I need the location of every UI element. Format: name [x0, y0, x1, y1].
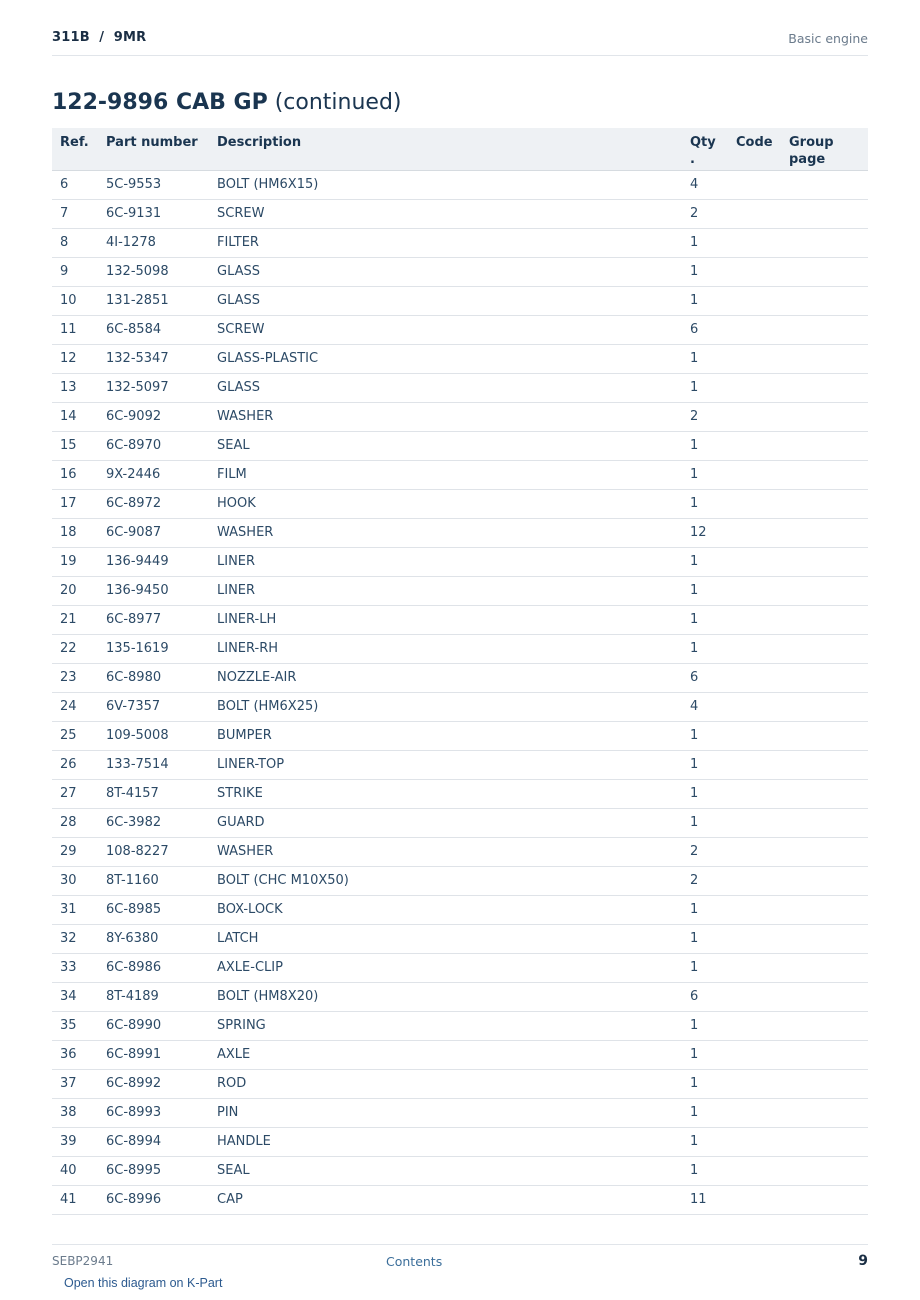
cell-part-number: 8T-1160 — [98, 866, 209, 895]
table-row — [52, 199, 868, 228]
cell-qty: 1 — [682, 460, 728, 489]
col-code: Code — [728, 128, 781, 170]
cell-part-number: 6C-8986 — [98, 953, 209, 982]
contents-link[interactable]: Contents — [386, 1254, 443, 1269]
cell-description: AXLE — [209, 1040, 682, 1069]
cell-code — [728, 286, 781, 315]
cell-qty: 1 — [682, 1098, 728, 1127]
cell-group-page — [781, 286, 868, 315]
cell-group-page — [781, 634, 868, 663]
cell-qty: 1 — [682, 750, 728, 779]
table-row — [52, 489, 868, 518]
cell-qty: 2 — [682, 199, 728, 228]
cell-group-page — [781, 460, 868, 489]
cell-part-number: 9X-2446 — [98, 460, 209, 489]
section-label: Basic engine — [788, 31, 868, 46]
cell-part-number: 136-9449 — [98, 547, 209, 576]
cell-code — [728, 779, 781, 808]
cell-part-number: 6C-3982 — [98, 808, 209, 837]
cell-group-page — [781, 228, 868, 257]
cell-qty: 1 — [682, 924, 728, 953]
cell-group-page — [781, 373, 868, 402]
cell-code — [728, 1040, 781, 1069]
cell-ref: 38 — [52, 1098, 98, 1127]
cell-code — [728, 373, 781, 402]
cell-group-page — [781, 170, 868, 199]
cell-part-number: 135-1619 — [98, 634, 209, 663]
table-row — [52, 924, 868, 953]
cell-ref: 8 — [52, 228, 98, 257]
cell-ref: 41 — [52, 1185, 98, 1214]
cell-ref: 35 — [52, 1011, 98, 1040]
cell-code — [728, 228, 781, 257]
cell-description: AXLE-CLIP — [209, 953, 682, 982]
cell-code — [728, 170, 781, 199]
cell-ref: 39 — [52, 1127, 98, 1156]
cell-group-page — [781, 1098, 868, 1127]
cell-code — [728, 1011, 781, 1040]
cell-part-number: 6C-8993 — [98, 1098, 209, 1127]
cell-code — [728, 837, 781, 866]
table-row — [52, 1040, 868, 1069]
cell-description: LINER — [209, 547, 682, 576]
cell-qty: 1 — [682, 489, 728, 518]
cell-part-number: 132-5098 — [98, 257, 209, 286]
cell-part-number: 6C-8584 — [98, 315, 209, 344]
document-id: SEBP2941 — [52, 1254, 114, 1268]
cell-qty: 6 — [682, 982, 728, 1011]
table-row — [52, 721, 868, 750]
cell-qty: 1 — [682, 228, 728, 257]
cell-ref: 36 — [52, 1040, 98, 1069]
cell-code — [728, 315, 781, 344]
parts-table — [52, 128, 868, 1215]
cell-part-number: 131-2851 — [98, 286, 209, 315]
table-row — [52, 634, 868, 663]
table-row — [52, 431, 868, 460]
table-row — [52, 1069, 868, 1098]
cell-description: SCREW — [209, 199, 682, 228]
cell-group-page — [781, 431, 868, 460]
cell-part-number: 8T-4157 — [98, 779, 209, 808]
table-row — [52, 837, 868, 866]
table-row — [52, 663, 868, 692]
cell-part-number: 133-7514 — [98, 750, 209, 779]
cell-ref: 31 — [52, 895, 98, 924]
cell-part-number: 6C-8980 — [98, 663, 209, 692]
kpart-diagram-link[interactable]: Open this diagram on K-Part — [64, 1276, 223, 1290]
cell-description: BOLT (HM8X20) — [209, 982, 682, 1011]
cell-group-page — [781, 1156, 868, 1185]
cell-qty: 1 — [682, 721, 728, 750]
cell-description: HOOK — [209, 489, 682, 518]
table-row — [52, 866, 868, 895]
cell-qty: 11 — [682, 1185, 728, 1214]
parts-table-header — [52, 128, 868, 170]
cell-description: SEAL — [209, 1156, 682, 1185]
cell-qty: 1 — [682, 257, 728, 286]
cell-group-page — [781, 808, 868, 837]
cell-description: SCREW — [209, 315, 682, 344]
cell-qty: 1 — [682, 634, 728, 663]
cell-ref: 23 — [52, 663, 98, 692]
cell-description: GLASS — [209, 286, 682, 315]
cell-description: BOLT (CHC M10X50) — [209, 866, 682, 895]
table-row — [52, 373, 868, 402]
col-ref: Ref. — [52, 128, 98, 170]
page-title — [52, 90, 402, 115]
cell-ref: 33 — [52, 953, 98, 982]
cell-description: HANDLE — [209, 1127, 682, 1156]
cell-group-page — [781, 663, 868, 692]
page-footer — [52, 1244, 868, 1275]
cell-ref: 10 — [52, 286, 98, 315]
model-label: 311B / 9MR — [52, 30, 147, 45]
cell-description: PIN — [209, 1098, 682, 1127]
cell-ref: 34 — [52, 982, 98, 1011]
cell-code — [728, 808, 781, 837]
cell-part-number: 5C-9553 — [98, 170, 209, 199]
cell-group-page — [781, 1011, 868, 1040]
cell-qty: 1 — [682, 344, 728, 373]
cell-part-number: 6C-9087 — [98, 518, 209, 547]
table-row — [52, 576, 868, 605]
cell-description: BOLT (HM6X15) — [209, 170, 682, 199]
cell-ref: 17 — [52, 489, 98, 518]
cell-code — [728, 518, 781, 547]
cell-part-number: 8Y-6380 — [98, 924, 209, 953]
cell-part-number: 132-5347 — [98, 344, 209, 373]
cell-group-page — [781, 518, 868, 547]
cell-code — [728, 721, 781, 750]
cell-group-page — [781, 895, 868, 924]
table-row — [52, 1127, 868, 1156]
cell-ref: 32 — [52, 924, 98, 953]
cell-ref: 9 — [52, 257, 98, 286]
page-number: 9 — [858, 1253, 868, 1269]
cell-ref: 16 — [52, 460, 98, 489]
cell-description: LINER-RH — [209, 634, 682, 663]
cell-group-page — [781, 257, 868, 286]
cell-ref: 12 — [52, 344, 98, 373]
cell-qty: 2 — [682, 837, 728, 866]
table-row — [52, 1098, 868, 1127]
cell-code — [728, 344, 781, 373]
cell-qty: 1 — [682, 431, 728, 460]
cell-qty: 1 — [682, 1127, 728, 1156]
cell-group-page — [781, 924, 868, 953]
cell-group-page — [781, 982, 868, 1011]
parts-table-body — [52, 170, 868, 1214]
cell-group-page — [781, 1040, 868, 1069]
cell-code — [728, 257, 781, 286]
table-row — [52, 605, 868, 634]
cell-qty: 1 — [682, 808, 728, 837]
cell-part-number: 6C-9131 — [98, 199, 209, 228]
cell-ref: 40 — [52, 1156, 98, 1185]
cell-description: GUARD — [209, 808, 682, 837]
cell-part-number: 6C-9092 — [98, 402, 209, 431]
cell-description: LINER-LH — [209, 605, 682, 634]
cell-description: WASHER — [209, 518, 682, 547]
cell-group-page — [781, 721, 868, 750]
cell-group-page — [781, 1185, 868, 1214]
table-row — [52, 808, 868, 837]
cell-part-number: 6C-8996 — [98, 1185, 209, 1214]
col-qty: Qty . — [682, 128, 728, 170]
table-row — [52, 402, 868, 431]
cell-ref: 7 — [52, 199, 98, 228]
table-row — [52, 315, 868, 344]
cell-code — [728, 1127, 781, 1156]
cell-description: FILM — [209, 460, 682, 489]
col-group-page: Group page — [781, 128, 868, 170]
cell-group-page — [781, 344, 868, 373]
col-part-number: Part number — [98, 128, 209, 170]
table-row — [52, 1185, 868, 1214]
cell-code — [728, 1098, 781, 1127]
table-row — [52, 953, 868, 982]
table-row — [52, 1011, 868, 1040]
cell-qty: 1 — [682, 547, 728, 576]
cell-code — [728, 953, 781, 982]
cell-group-page — [781, 837, 868, 866]
cell-ref: 6 — [52, 170, 98, 199]
cell-part-number: 6C-8970 — [98, 431, 209, 460]
cell-code — [728, 199, 781, 228]
table-row — [52, 170, 868, 199]
table-row — [52, 1156, 868, 1185]
cell-qty: 4 — [682, 170, 728, 199]
cell-part-number: 6C-8991 — [98, 1040, 209, 1069]
cell-description: LINER — [209, 576, 682, 605]
cell-part-number: 6V-7357 — [98, 692, 209, 721]
cell-ref: 21 — [52, 605, 98, 634]
cell-qty: 2 — [682, 866, 728, 895]
cell-description: CAP — [209, 1185, 682, 1214]
cell-ref: 20 — [52, 576, 98, 605]
cell-ref: 13 — [52, 373, 98, 402]
cell-description: WASHER — [209, 837, 682, 866]
cell-qty: 1 — [682, 286, 728, 315]
cell-description: LINER-TOP — [209, 750, 682, 779]
cell-ref: 27 — [52, 779, 98, 808]
cell-ref: 18 — [52, 518, 98, 547]
cell-qty: 1 — [682, 779, 728, 808]
cell-qty: 4 — [682, 692, 728, 721]
cell-group-page — [781, 779, 868, 808]
cell-code — [728, 576, 781, 605]
cell-qty: 1 — [682, 895, 728, 924]
cell-ref: 22 — [52, 634, 98, 663]
table-row — [52, 750, 868, 779]
cell-ref: 30 — [52, 866, 98, 895]
cell-code — [728, 663, 781, 692]
cell-ref: 28 — [52, 808, 98, 837]
cell-ref: 11 — [52, 315, 98, 344]
cell-ref: 24 — [52, 692, 98, 721]
cell-group-page — [781, 750, 868, 779]
cell-qty: 1 — [682, 373, 728, 402]
cell-description: STRIKE — [209, 779, 682, 808]
cell-qty: 1 — [682, 1156, 728, 1185]
cell-group-page — [781, 1069, 868, 1098]
table-row — [52, 228, 868, 257]
cell-qty: 12 — [682, 518, 728, 547]
cell-group-page — [781, 315, 868, 344]
cell-qty: 1 — [682, 1040, 728, 1069]
cell-ref: 37 — [52, 1069, 98, 1098]
cell-part-number: 6C-8994 — [98, 1127, 209, 1156]
cell-description: BOLT (HM6X25) — [209, 692, 682, 721]
cell-ref: 26 — [52, 750, 98, 779]
cell-description: GLASS — [209, 373, 682, 402]
cell-ref: 19 — [52, 547, 98, 576]
cell-code — [728, 692, 781, 721]
table-row — [52, 518, 868, 547]
cell-part-number: 136-9450 — [98, 576, 209, 605]
cell-ref: 15 — [52, 431, 98, 460]
cell-group-page — [781, 1127, 868, 1156]
cell-code — [728, 489, 781, 518]
cell-description: BOX-LOCK — [209, 895, 682, 924]
table-row — [52, 286, 868, 315]
cell-part-number: 108-8227 — [98, 837, 209, 866]
cell-part-number: 6C-8995 — [98, 1156, 209, 1185]
table-row — [52, 460, 868, 489]
cell-part-number: 6C-8977 — [98, 605, 209, 634]
cell-ref: 25 — [52, 721, 98, 750]
table-row — [52, 895, 868, 924]
cell-part-number: 109-5008 — [98, 721, 209, 750]
cell-part-number: 4I-1278 — [98, 228, 209, 257]
cell-group-page — [781, 576, 868, 605]
cell-group-page — [781, 402, 868, 431]
table-row — [52, 547, 868, 576]
cell-group-page — [781, 547, 868, 576]
page-header — [52, 26, 868, 56]
cell-group-page — [781, 866, 868, 895]
cell-code — [728, 895, 781, 924]
cell-group-page — [781, 489, 868, 518]
cell-qty: 1 — [682, 953, 728, 982]
cell-code — [728, 402, 781, 431]
cell-description: LATCH — [209, 924, 682, 953]
cell-description: GLASS — [209, 257, 682, 286]
cell-code — [728, 924, 781, 953]
table-row — [52, 344, 868, 373]
cell-description: BUMPER — [209, 721, 682, 750]
table-row — [52, 982, 868, 1011]
cell-code — [728, 431, 781, 460]
cell-group-page — [781, 953, 868, 982]
table-row — [52, 257, 868, 286]
cell-code — [728, 605, 781, 634]
cell-group-page — [781, 605, 868, 634]
cell-code — [728, 866, 781, 895]
cell-code — [728, 750, 781, 779]
cell-qty: 1 — [682, 605, 728, 634]
cell-description: GLASS-PLASTIC — [209, 344, 682, 373]
cell-description: SEAL — [209, 431, 682, 460]
cell-ref: 14 — [52, 402, 98, 431]
cell-description: ROD — [209, 1069, 682, 1098]
cell-part-number: 6C-8990 — [98, 1011, 209, 1040]
cell-qty: 6 — [682, 663, 728, 692]
table-row — [52, 779, 868, 808]
cell-part-number: 132-5097 — [98, 373, 209, 402]
cell-code — [728, 1069, 781, 1098]
cell-code — [728, 634, 781, 663]
cell-part-number: 8T-4189 — [98, 982, 209, 1011]
table-row — [52, 692, 868, 721]
cell-group-page — [781, 199, 868, 228]
cell-part-number: 6C-8972 — [98, 489, 209, 518]
cell-description: WASHER — [209, 402, 682, 431]
cell-ref: 29 — [52, 837, 98, 866]
col-description: Description — [209, 128, 682, 170]
cell-part-number: 6C-8985 — [98, 895, 209, 924]
cell-qty: 1 — [682, 576, 728, 605]
cell-description: NOZZLE-AIR — [209, 663, 682, 692]
page-title-suffix: (continued) — [267, 90, 402, 115]
cell-qty: 2 — [682, 402, 728, 431]
cell-qty: 1 — [682, 1011, 728, 1040]
cell-part-number: 6C-8992 — [98, 1069, 209, 1098]
cell-description: SPRING — [209, 1011, 682, 1040]
cell-qty: 1 — [682, 1069, 728, 1098]
cell-code — [728, 460, 781, 489]
page-title-main: 122-9896 CAB GP — [52, 90, 268, 115]
cell-code — [728, 1185, 781, 1214]
cell-qty: 6 — [682, 315, 728, 344]
cell-code — [728, 1156, 781, 1185]
cell-code — [728, 982, 781, 1011]
cell-code — [728, 547, 781, 576]
cell-description: FILTER — [209, 228, 682, 257]
cell-group-page — [781, 692, 868, 721]
